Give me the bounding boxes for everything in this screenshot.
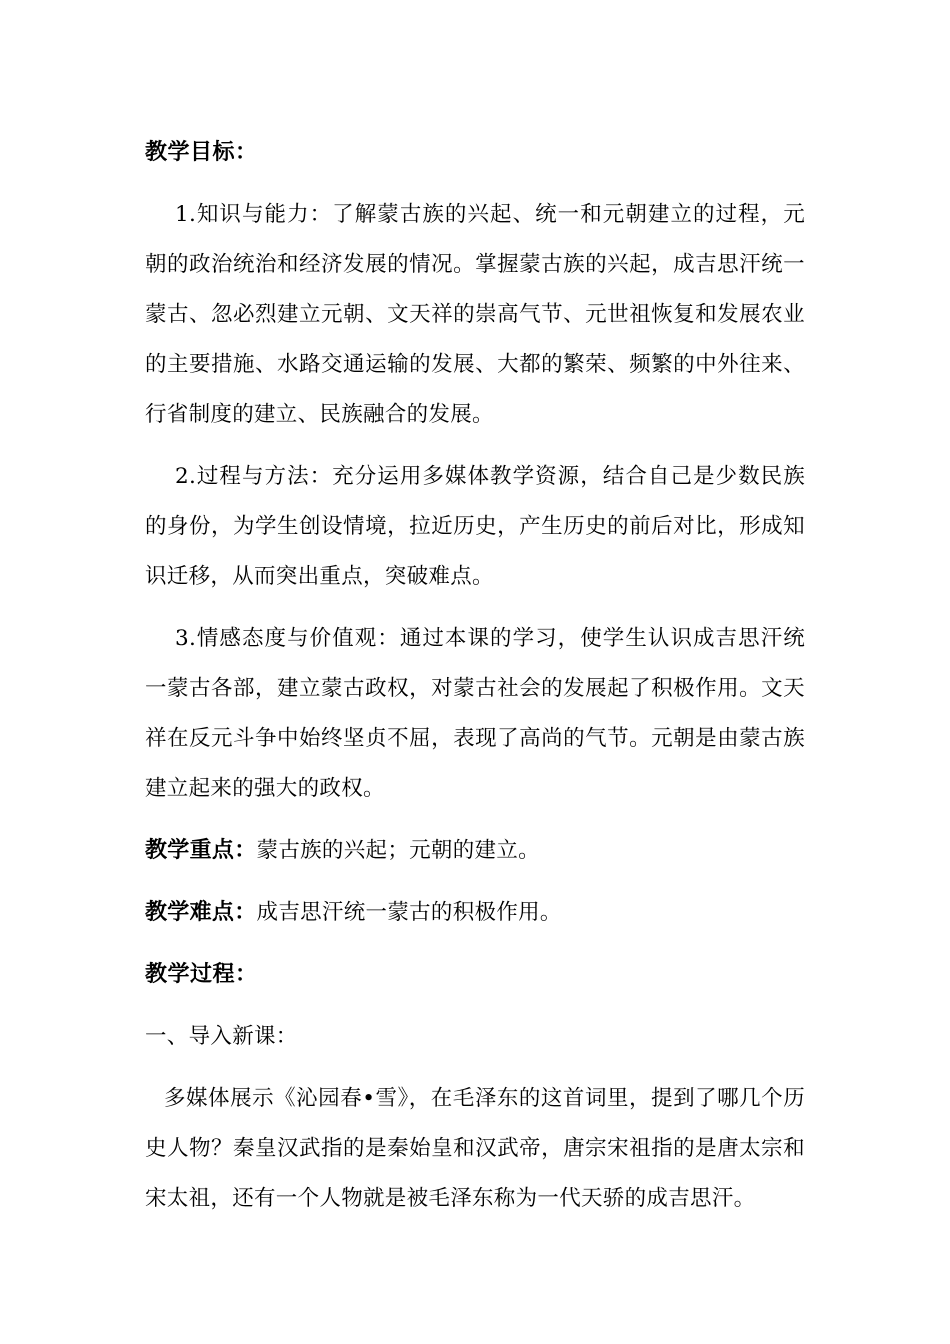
key-points-text: 蒙古族的兴起；元朝的建立。 xyxy=(256,838,540,863)
difficulties-label: 教学难点： xyxy=(145,900,257,925)
objectives-heading: 教学目标： xyxy=(145,140,258,165)
document-body xyxy=(145,128,805,1236)
section-intro-title: 一、导入新课： xyxy=(145,1024,298,1049)
difficulties-line xyxy=(145,888,805,938)
objective-process-method: 2.过程与方法：充分运用多媒体教学资源，结合自己是少数民族的身份，为学生创设情境，拉近历史，产生历史的前后对比，形成知识迁移，从而突出重点，突破难点。 xyxy=(145,464,805,589)
difficulties-text: 成吉思汗统一蒙古的积极作用。 xyxy=(256,900,562,925)
process-heading: 教学过程： xyxy=(145,962,258,987)
objective-knowledge-ability: 1.知识与能力：了解蒙古族的兴起、统一和元朝建立的过程，元朝的政治统治和经济发展的情况。掌握蒙古族的兴起，成吉思汗统一蒙古、忽必烈建立元朝、文天祥的崇高气节、元世祖恢复和发展农业的主要措施、水路交通运输的发展、大都的繁荣、频繁的中外往来、行省制度的建立、民族融合的发展。 xyxy=(145,202,805,427)
section-intro-body: 多媒体展示《沁园春•雪》，在毛泽东的这首词里，提到了哪几个历史人物？秦皇汉武指的是秦始皇和汉武帝，唐宗宋祖指的是唐太宗和宋太祖，还有一个人物就是被毛泽东称为一代天骄的成吉思汗。 xyxy=(145,1086,805,1211)
key-points-label: 教学重点： xyxy=(145,838,257,863)
objective-emotion-values: 3.情感态度与价值观：通过本课的学习，使学生认识成吉思汗统一蒙古各部，建立蒙古政权，对蒙古社会的发展起了积极作用。文天祥在反元斗争中始终坚贞不屈，表现了高尚的气节。元朝是由蒙古族建立起来的强大的政权。 xyxy=(145,626,805,801)
key-points-line xyxy=(145,826,805,876)
